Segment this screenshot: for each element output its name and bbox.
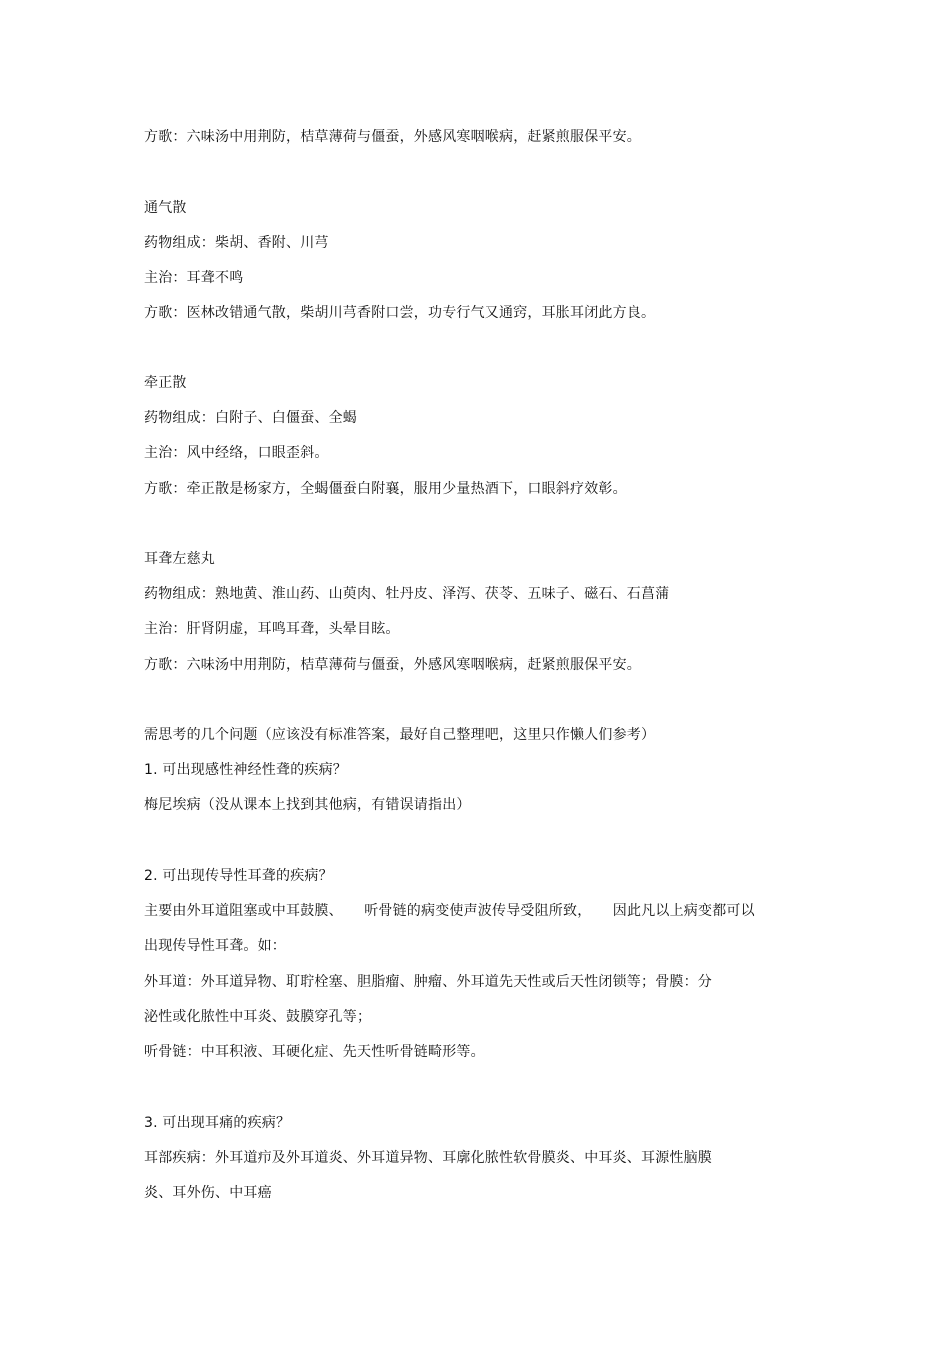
answer-1: 梅尼埃病（没从课本上找到其他病，有错误请指出） xyxy=(144,797,471,813)
answer-2-line: 外耳道：外耳道异物、耵聍栓塞、胆脂瘤、肿瘤、外耳道先天性或后天性闭锁等；骨膜：分 xyxy=(144,974,712,990)
formula-song-line: 方歌：六味汤中用荆防，桔草薄荷与僵蚕，外感风寒咽喉病，赶紧煎服保平安。 xyxy=(144,129,641,145)
answer-2-line: 出现传导性耳聋。如： xyxy=(144,938,286,954)
formula-song-line: 方歌：医林改错通气散，柴胡川芎香附口尝，功专行气又通窍，耳胀耳闭此方良。 xyxy=(144,305,656,321)
question-2: 2. 可出现传导性耳聋的疾病？ xyxy=(144,868,333,884)
indication-line: 主治：耳聋不鸣 xyxy=(144,270,244,286)
answer-3-line: 炎、耳外伤、中耳癌 xyxy=(144,1185,272,1201)
questions-heading: 需思考的几个问题（应该没有标准答案，最好自己整理吧，这里只作懒人们参考） xyxy=(144,727,656,743)
section-title-erlongzuociwan: 耳聋左慈丸 xyxy=(144,551,215,567)
formula-song-line: 方歌：牵正散是杨家方，全蝎僵蚕白附襄，服用少量热酒下，口眼斜疗效彰。 xyxy=(144,481,627,497)
answer-3-line: 耳部疾病：外耳道疖及外耳道炎、外耳道异物、耳廓化脓性软骨膜炎、中耳炎、耳源性脑膜 xyxy=(144,1150,712,1166)
answer-2-line: 泌性或化脓性中耳炎、鼓膜穿孔等； xyxy=(144,1009,372,1025)
section-title-tongqisan: 通气散 xyxy=(144,200,187,216)
question-1: 1. 可出现感性神经性聋的疾病？ xyxy=(144,762,348,778)
indication-line: 主治：肝肾阴虚，耳鸣耳聋，头晕目眩。 xyxy=(144,621,400,637)
section-title-qianzhengsan: 牵正散 xyxy=(144,375,187,391)
question-3: 3. 可出现耳痛的疾病？ xyxy=(144,1115,291,1131)
ingredients-line: 药物组成：白附子、白僵蚕、全蝎 xyxy=(144,410,357,426)
ingredients-line: 药物组成：柴胡、香附、川芎 xyxy=(144,235,329,251)
ingredients-line: 药物组成：熟地黄、淮山药、山萸肉、牡丹皮、泽泻、茯苓、五味子、磁石、石菖蒲 xyxy=(144,586,670,602)
answer-2-line: 主要由外耳道阻塞或中耳鼓膜、 听骨链的病变使声波传导受阻所致， 因此凡以上病变都可以 xyxy=(144,903,755,919)
formula-song-line: 方歌：六味汤中用荆防，桔草薄荷与僵蚕，外感风寒咽喉病，赶紧煎服保平安。 xyxy=(144,657,641,673)
answer-2-line: 听骨链：中耳积液、耳硬化症、先天性听骨链畸形等。 xyxy=(144,1044,485,1060)
indication-line: 主治：风中经络，口眼歪斜。 xyxy=(144,445,329,461)
